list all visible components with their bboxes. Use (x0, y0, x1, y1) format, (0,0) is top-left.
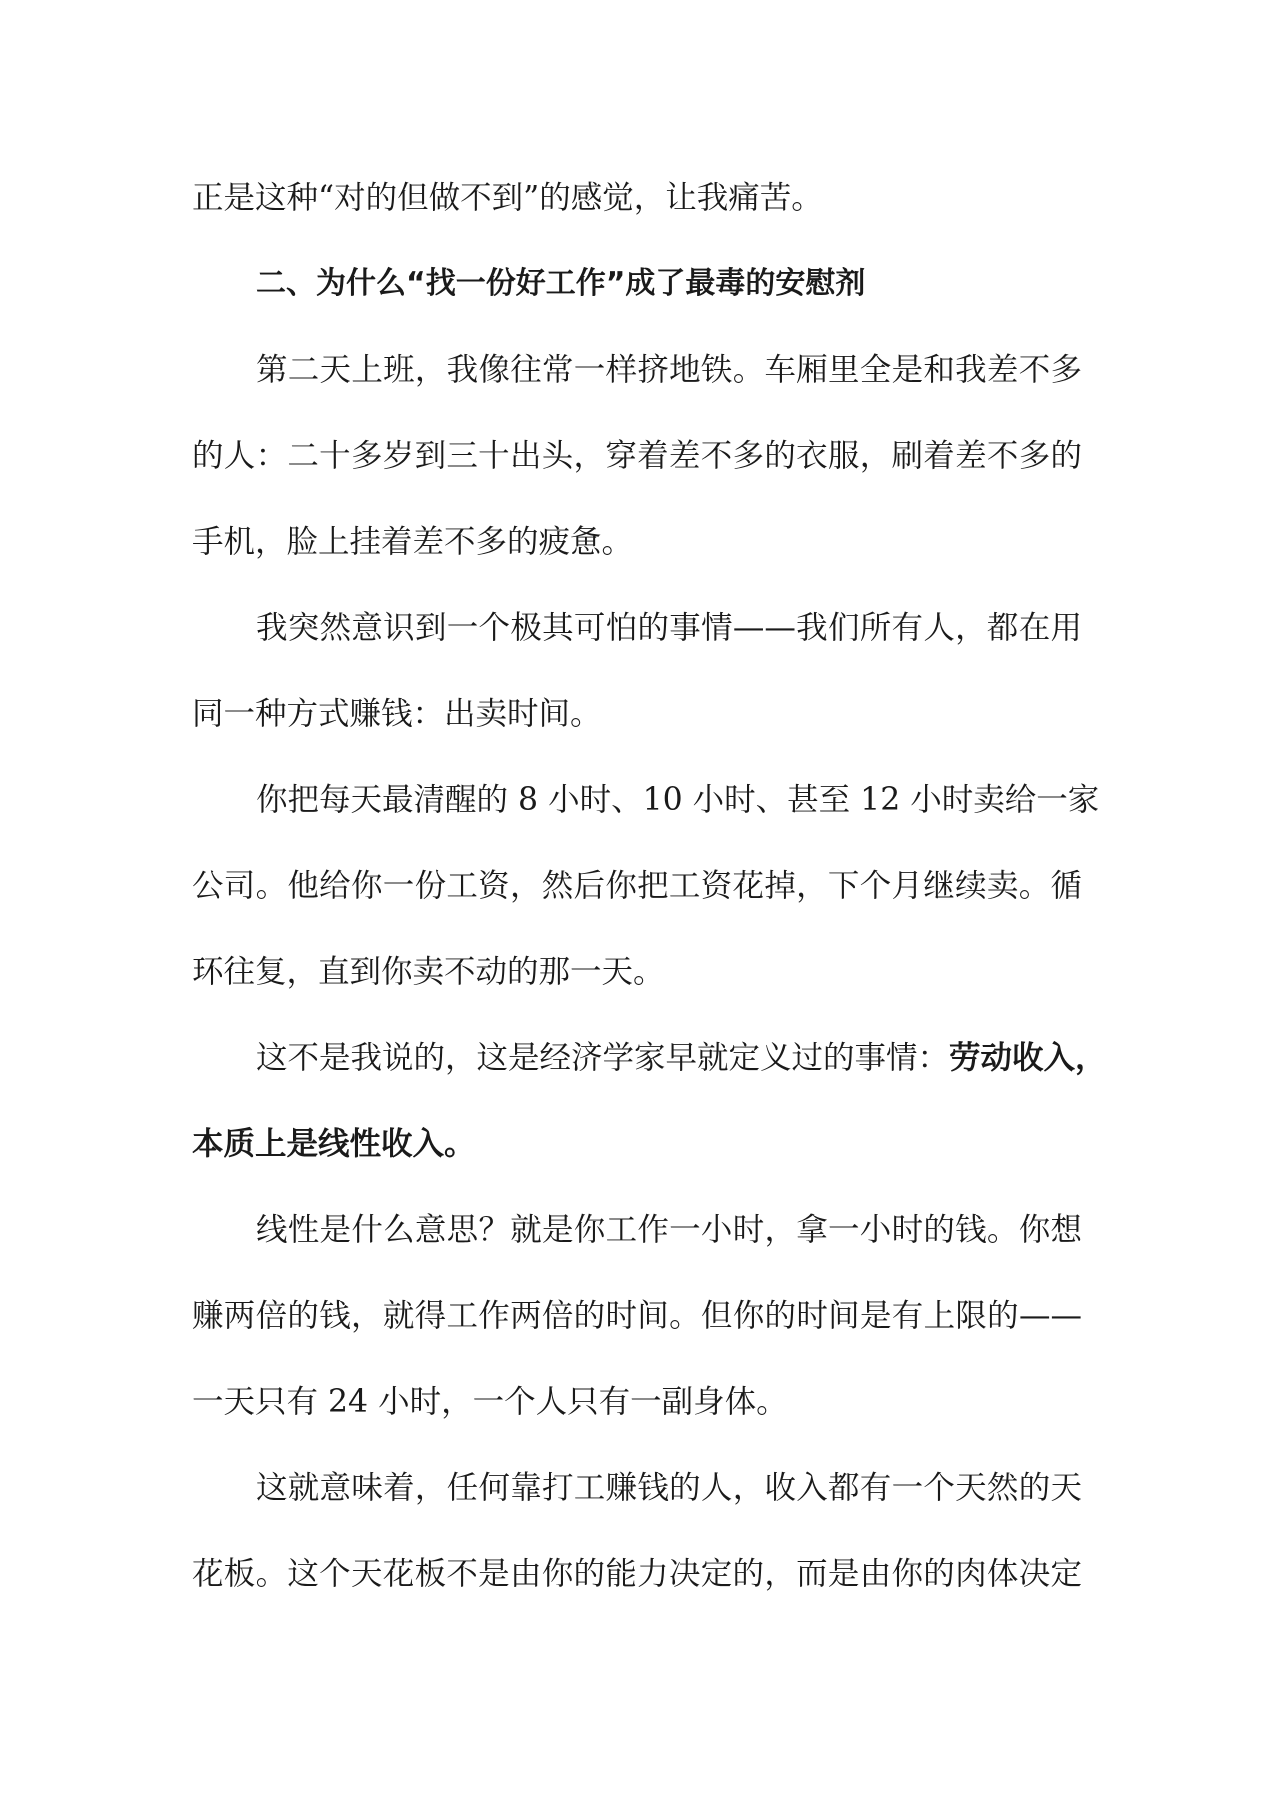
paragraph-line: 你把每天最清醒的 8 小时、10 小时、甚至 12 小时卖给一家 (256, 782, 1100, 818)
bold-emphasis: 劳动收入， (949, 1040, 1107, 1076)
paragraph-line: 公司。他给你一份工资，然后你把工资花掉，下个月继续卖。循 (192, 868, 1082, 904)
paragraph-line: 我突然意识到一个极其可怕的事情——我们所有人，都在用 (256, 610, 1082, 646)
paragraph-line: 第二天上班，我像往常一样挤地铁。车厢里全是和我差不多 (256, 352, 1082, 388)
paragraph-line: 正是这种“对的但做不到”的感觉，让我痛苦。 (192, 180, 823, 216)
paragraph-text: 这不是我说的，这是经济学家早就定义过的事情： (256, 1040, 950, 1076)
bold-emphasis-line: 本质上是线性收入。 (192, 1126, 476, 1162)
paragraph-line: 花板。这个天花板不是由你的能力决定的，而是由你的肉体决定 (192, 1556, 1082, 1592)
paragraph-line (256, 1032, 1107, 1084)
paragraph-line: 线性是什么意思？就是你工作一小时，拿一小时的钱。你想 (256, 1212, 1082, 1248)
paragraph-line: 一天只有 24 小时，一个人只有一副身体。 (192, 1384, 788, 1420)
paragraph-line: 的人：二十多岁到三十出头，穿着差不多的衣服，刷着差不多的 (192, 438, 1082, 474)
paragraph-line: 赚两倍的钱，就得工作两倍的时间。但你的时间是有上限的—— (192, 1298, 1082, 1334)
paragraph-line: 环往复，直到你卖不动的那一天。 (192, 954, 665, 990)
paragraph-line: 这就意味着，任何靠打工赚钱的人，收入都有一个天然的天 (256, 1470, 1082, 1506)
section-heading: 二、为什么“找一份好工作”成了最毒的安慰剂 (256, 266, 866, 301)
paragraph-line: 手机，脸上挂着差不多的疲惫。 (192, 524, 634, 560)
paragraph-line: 同一种方式赚钱：出卖时间。 (192, 696, 602, 732)
